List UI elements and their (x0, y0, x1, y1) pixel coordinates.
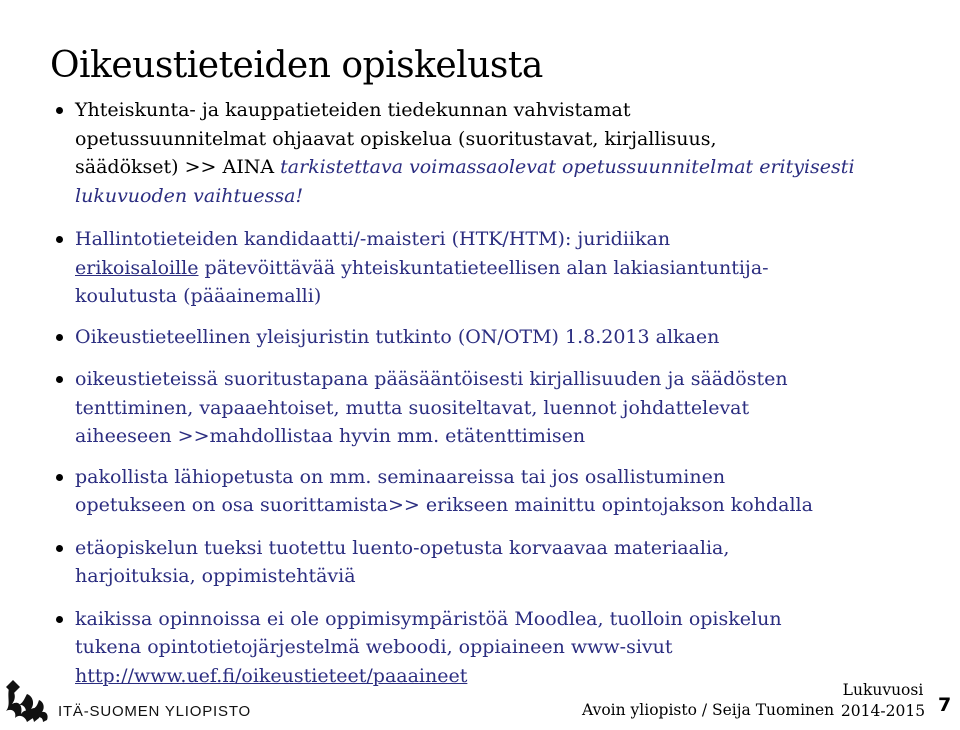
bullet-text: harjoituksia, oppimistehtäviä (75, 565, 356, 587)
bullet-item (50, 463, 930, 520)
bullet-text: säädökset) >> AINA (75, 156, 281, 178)
bullet-text: pätevöittävää yhteiskuntatieteellisen alan lakiasiantuntija- (198, 256, 769, 279)
emphasis-text: lukuvuoden vaihtuessa! (75, 184, 304, 207)
bullet-icon (56, 545, 63, 552)
bullet-text: kaikissa opinnoissa ei ole oppimisympäristöä Moodlea, tuolloin opiskelun (75, 607, 782, 630)
bullet-text: opetukseen on osa suorittamista>> erikseen mainittu opintojakson kohdalla (75, 494, 813, 516)
page-number: 7 (938, 694, 952, 716)
university-name: ITÄ-SUOMEN YLIOPISTO (58, 703, 251, 720)
bullet-text: Oikeustieteellinen yleisjuristin tutkinto (ON/OTM) 1.8.2013 alkaen (75, 325, 720, 348)
bullet-text: tukena opintotietojärjestelmä weboodi, oppiaineen www-sivut (75, 636, 673, 658)
bullet-item (50, 365, 930, 451)
term-label: Lukuvuosi (842, 681, 924, 699)
footer-author: Avoin yliopisto / Seija Tuominen (582, 701, 835, 719)
paaaineet-link[interactable]: http://www.uef.fi/oikeustieteet/paaaineet (75, 664, 468, 687)
bullet-icon (56, 236, 63, 243)
university-logo (3, 678, 263, 724)
bullet-text: koulutusta (pääainemalli) (75, 285, 322, 307)
bullet-text: tenttiminen, vapaaehtoiset, mutta suositeltavat, luennot johdattelevat (75, 396, 750, 419)
bullet-text: oikeustieteissä suoritustapana pääsääntöisesti kirjallisuuden ja säädösten (75, 368, 788, 390)
bullet-icon (56, 334, 63, 341)
underlined-text: erikoisaloille (75, 256, 199, 279)
footer-term (834, 680, 932, 722)
bullet-icon (56, 616, 63, 623)
emphasis-text: tarkistettava voimassaolevat opetussuunnitelmat erityisesti (280, 156, 855, 178)
bullet-text: etäopiskelun tueksi tuotettu luento-opetusta korvaavaa materiaalia, (75, 536, 730, 559)
bullet-text: Yhteiskunta- ja kauppatieteiden tiedekunnan vahvistamat (75, 99, 631, 121)
slide-title: Oikeustieteiden opiskelusta (50, 45, 543, 86)
bullet-icon (56, 107, 63, 114)
bullet-text: pakollista lähiopetusta on mm. seminaareissa tai jos osallistuminen (75, 465, 726, 488)
bullet-item (50, 96, 930, 210)
bullet-text: aiheeseen >>mahdollistaa hyvin mm. etätenttimisen (75, 425, 586, 447)
bullet-item (50, 323, 930, 352)
bullet-text: Hallintotieteiden kandidaatti/-maisteri (HTK/HTM): juridiikan (75, 228, 671, 250)
term-value: 2014-2015 (840, 702, 926, 720)
bullet-text: opetussuunnitelmat ohjaavat opiskelua (suoritustavat, kirjallisuus, (75, 127, 717, 150)
university-emblem-icon (3, 678, 53, 724)
bullet-icon (56, 474, 63, 481)
bullet-list (50, 96, 930, 690)
bullet-icon (56, 376, 63, 383)
bullet-item (50, 225, 930, 311)
bullet-item (50, 534, 930, 591)
